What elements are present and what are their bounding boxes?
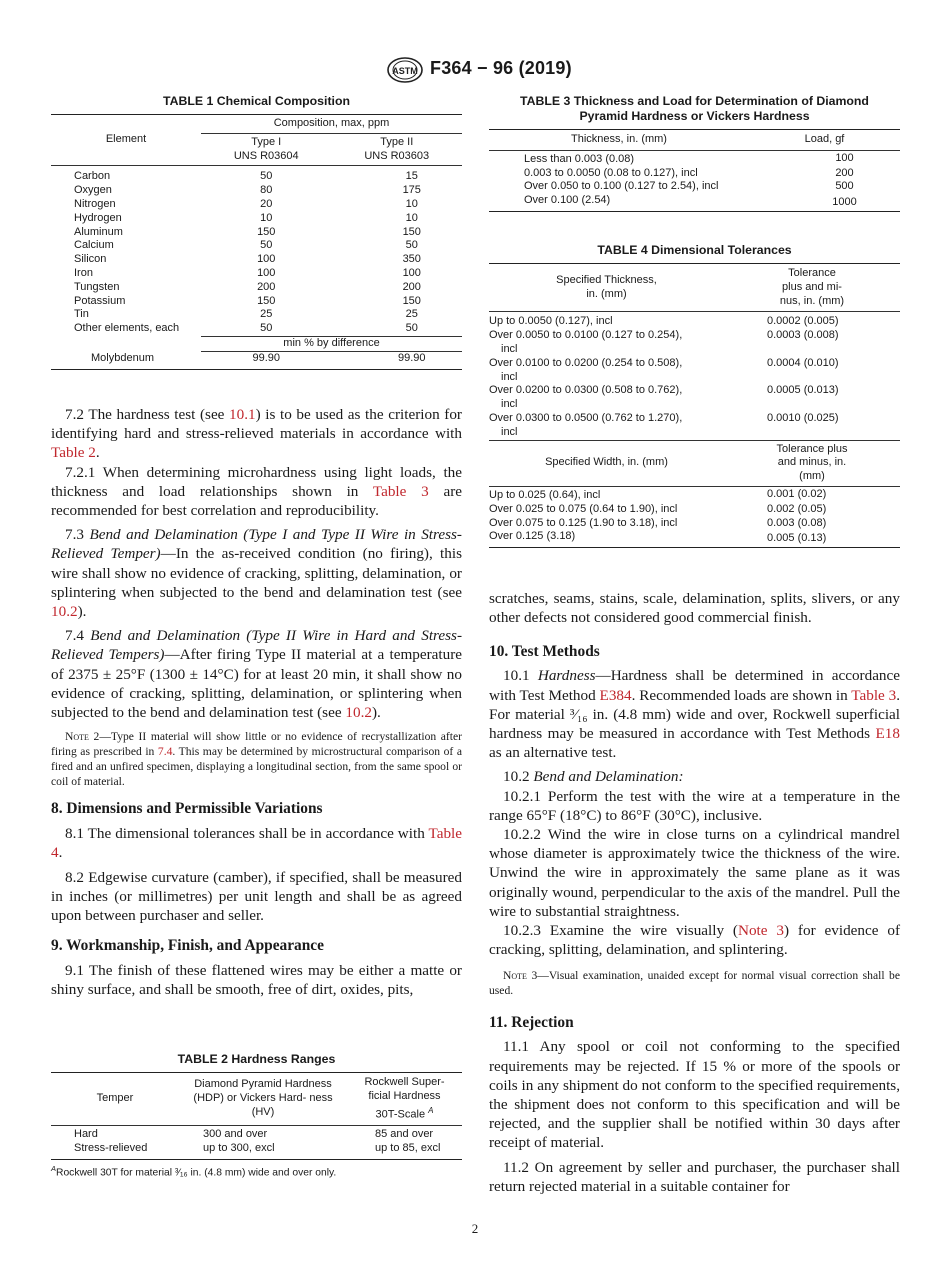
- link-10-2-b[interactable]: 10.2: [345, 704, 372, 722]
- paragraph-7-2: [51, 405, 462, 463]
- table-3-grid: [489, 129, 900, 212]
- link-10-1[interactable]: 10.1: [229, 406, 256, 423]
- table-4-header-width-tolerance: [724, 440, 900, 486]
- table-4-header-thickness-l1: Specified Thickness,: [556, 273, 657, 286]
- table-4-header-tol-l2: plus and mi-: [782, 280, 842, 293]
- table-4-header-tolerance: [724, 264, 900, 312]
- table-1-type1-label: Type I: [251, 135, 282, 148]
- left-column: [51, 405, 462, 1000]
- page-number: 2: [471, 1221, 479, 1236]
- table-4-thickness-line2: incl: [501, 342, 518, 355]
- table-2-dph: 300 and over: [203, 1128, 268, 1141]
- table-4-thickness: [489, 412, 724, 440]
- table-3-header-load: Load, gf: [804, 133, 845, 145]
- table-row: [489, 384, 900, 412]
- p74-text-a: —After firing Type II material at a temperature of 2375 ± 25°F (1300 ± 14°C) for at least 20 min, it shall show no evidence of cracking, splitting, delamination, or splintering when subjected to the bend and delamination test (see: [51, 646, 463, 722]
- table-row: [489, 329, 900, 357]
- note2-text-a: 2—Type II material will show little or no evidence of recrystallization after firing as prescribed in: [51, 730, 462, 759]
- table-1-moly-type1: 99.90: [252, 351, 281, 364]
- table-1-type1-value: 50: [260, 322, 273, 335]
- table-row: [489, 530, 900, 547]
- table-1-grid: [51, 114, 462, 370]
- table-4-header-wtol-l1: Tolerance plus: [776, 442, 848, 455]
- table-4-width: Over 0.075 to 0.125 (1.90 to 3.18), incl: [489, 516, 678, 529]
- table-1-type2-value: 10: [405, 211, 418, 224]
- table-row: [51, 1126, 462, 1142]
- section-8-heading: 8. Dimensions and Permissible Variations: [51, 800, 323, 818]
- paragraph-11-1: 11.1 Any spool or coil not conforming to the specified requirements may be rejected. If 15 % or more of the spools or coils in any shipment do not conform to the specified requirements, the shipment does not conform to this specification and will be rejected, and the supplier shall be notified within 30 days after receipt of material.: [489, 1038, 900, 1152]
- table-3-thickness: Over 0.100 (2.54): [524, 194, 611, 207]
- p101-title: Hardness: [537, 667, 596, 685]
- table-1-type2-value: 175: [402, 184, 421, 197]
- table-1-type1-value: 80: [260, 184, 273, 197]
- p721-text-b: are recommended for best correlation and reproducibility.: [51, 482, 462, 520]
- p1023-text-b: ) for evidence of cracking, splitting, delamination, and splintering.: [489, 922, 900, 959]
- table-4-tolerance: 0.0005 (0.013): [767, 384, 839, 397]
- table-row: [489, 194, 900, 211]
- table-row: [51, 281, 462, 295]
- table-4-caption: TABLE 4 Dimensional Tolerances: [597, 243, 792, 257]
- p72-text-c: .: [95, 444, 100, 462]
- paragraph-8-1: [51, 824, 462, 862]
- link-e384[interactable]: E384: [599, 686, 632, 704]
- table-4-thickness: [489, 312, 724, 329]
- note3-text: 3—Visual examination, unaided except for normal visual correction shall be used.: [489, 969, 900, 998]
- link-table-4[interactable]: Table 4: [51, 825, 462, 862]
- paragraph-7-2-1: [51, 463, 462, 521]
- table-4-width: Up to 0.025 (0.64), incl: [489, 488, 601, 501]
- table-4-thickness-line2: incl: [501, 398, 518, 411]
- table-1-element: Tin: [74, 308, 89, 321]
- table-1-element: Carbon: [74, 170, 111, 183]
- table-1-caption: TABLE 1 Chemical Composition: [163, 94, 350, 108]
- table-1-type1-value: 150: [257, 294, 276, 307]
- table-2-footnote-mark: A: [51, 1163, 57, 1173]
- table-4-tolerance: 0.0010 (0.025): [767, 411, 839, 424]
- link-table-3-b[interactable]: Table 3: [851, 686, 897, 704]
- table-1-type1-value: 50: [260, 239, 273, 252]
- table-4-header-width: Specified Width, in. (mm): [545, 456, 668, 469]
- note-2: [51, 729, 462, 789]
- table-row: [489, 412, 900, 440]
- table-4-header-wtol-l3: (mm): [799, 470, 825, 483]
- table-4-width: Over 0.125 (3.18): [489, 530, 576, 543]
- table-4-thickness: [489, 357, 724, 385]
- p81-text-a: 8.1 The dimensional tolerances shall be in accordance with: [65, 825, 429, 843]
- table-row: [489, 167, 900, 181]
- table-row: [51, 212, 462, 226]
- table-4-thickness-line2: incl: [501, 425, 518, 438]
- link-10-2-a[interactable]: 10.2: [51, 603, 78, 621]
- table-row: [51, 226, 462, 240]
- table-2-rockwell-label: Rockwell Super- ficial Hardness 30T-Scale: [364, 1076, 445, 1121]
- table-1-type1-value: 150: [257, 225, 276, 238]
- table-1-type2-value: 50: [405, 239, 418, 252]
- table-row: [51, 198, 462, 212]
- note2-text-b: . This may be determined by microstructural comparison of a fired and an unfired specimen, displaying a longitudinal section, from the same spool or coil of material.: [51, 745, 462, 789]
- table-1-min-label: min % by difference: [201, 336, 462, 351]
- astm-logo-icon: [385, 56, 425, 84]
- table-1-type1-value: 10: [260, 211, 273, 224]
- p74-title: Bend and Delamination (Type II Wire in Hard and Stress-Relieved Tempers): [51, 627, 463, 664]
- right-column: [489, 589, 900, 1196]
- table-4-width-tolerance: 0.003 (0.08): [767, 516, 827, 529]
- table-1-type2-value: 25: [405, 308, 418, 321]
- table-3-caption-line2: Pyramid Hardness or Vickers Hardness: [579, 109, 810, 123]
- paragraph-10-2-1: 10.2.1 Perform the test with the wire at a temperature in the range 65°F (18°C) to 86°F (30°C), inclusive.: [489, 787, 900, 824]
- p72-text-b: ) is to be used as the criterion for identifying hard and stress-relieved materials in accordance with: [51, 406, 462, 443]
- table-row: [51, 1142, 462, 1159]
- page-header: [0, 56, 950, 86]
- table-1-type1-value: 25: [260, 308, 273, 321]
- table-1-type1-uns: UNS R03604: [233, 149, 299, 162]
- p721-text-a: 7.2.1 When determining microhardness using light loads, the thickness and load relationships shown in: [51, 463, 462, 500]
- table-3-load: 500: [835, 180, 854, 193]
- p73-text-b: ).: [77, 603, 87, 621]
- table-2-temper: Hard: [74, 1128, 98, 1141]
- table-1-type2-value: 10: [405, 197, 418, 210]
- note3-label: Note: [503, 969, 527, 983]
- table-row: [489, 503, 900, 517]
- table-3-thickness: Over 0.050 to 0.100 (0.127 to 2.54), incl: [524, 180, 719, 193]
- table-2-rockwell: up to 85, excl: [375, 1141, 441, 1154]
- link-table-3[interactable]: Table 3: [372, 482, 429, 500]
- paragraph-9-1: 9.1 The finish of these flattened wires may be either a matte or shiny surface, and shall be smooth, free of dirt, oxides, pits,: [51, 962, 462, 999]
- p102-title: Bend and Delamination:: [533, 768, 684, 786]
- table-4-thickness: [489, 384, 724, 412]
- table-row: [489, 517, 900, 531]
- p74-text-b: ).: [371, 704, 381, 722]
- paragraph-7-3: [51, 525, 462, 621]
- table-1-element: Silicon: [74, 253, 107, 266]
- table-4-grid: [489, 263, 900, 548]
- table-1-element: Tungsten: [74, 280, 120, 293]
- table-1-type1-value: 200: [257, 280, 276, 293]
- table-2: [51, 1052, 462, 1178]
- table-3-thickness: Less than 0.003 (0.08): [524, 152, 635, 165]
- table-3-caption-line1: TABLE 3 Thickness and Load for Determination of Diamond: [520, 94, 869, 108]
- table-1-header-element: Element: [51, 115, 201, 166]
- table-4-header-tol-l1: Tolerance: [788, 267, 836, 279]
- table-row: [51, 295, 462, 309]
- table-2-header-temper: Temper: [96, 1092, 134, 1105]
- table-2-dph: up to 300, excl: [203, 1141, 275, 1154]
- p101-text-c: . For material ³⁄₁₆ in. (4.8 mm) wide and over, Rockwell superficial hardness may be measured in accordance with Test Methods: [489, 686, 900, 743]
- p101-text-b: . Recommended loads are shown in: [631, 686, 852, 704]
- table-1-type2-uns: UNS R03603: [364, 149, 430, 162]
- section-11-heading: 11. Rejection: [489, 1014, 574, 1032]
- table-1-type2-label: Type II: [380, 135, 414, 148]
- table-2-footnote: [51, 1164, 462, 1178]
- section-9-heading: 9. Workmanship, Finish, and Appearance: [51, 937, 324, 955]
- table-1-element: Nitrogen: [74, 197, 116, 210]
- svg-text:ASTM: ASTM: [392, 66, 418, 76]
- link-table-2[interactable]: Table 2: [51, 444, 96, 462]
- table-1-element: Hydrogen: [74, 211, 122, 224]
- table-1-type1-value: 20: [260, 197, 273, 210]
- table-2-header-rockwell: [347, 1073, 462, 1126]
- table-row: [51, 253, 462, 267]
- p81-text-b: .: [58, 844, 63, 862]
- table-1-type2-value: 150: [402, 225, 421, 238]
- paragraph-9-1-cont: scratches, seams, stains, scale, delamination, splits, slivers, or any other defects not considered good commercial finish.: [489, 590, 900, 627]
- p101-text-a: —Hardness shall be determined in accordance with Test Method: [489, 667, 901, 704]
- table-1-element: Iron: [74, 266, 93, 279]
- table-1-type2-value: 350: [402, 253, 421, 266]
- table-row: [489, 357, 900, 385]
- p101-text-d: as an alternative test.: [489, 744, 617, 762]
- table-1-type1-value: 50: [260, 170, 273, 183]
- table-1-type2-value: 15: [405, 170, 418, 183]
- table-row: [51, 322, 462, 336]
- table-2-header-dph: Diamond Pyramid Hardness (HDP) or Vickers Hard- ness (HV): [193, 1078, 333, 1118]
- table-1-moly-type2: 99.90: [397, 351, 426, 364]
- table-4-tolerance: 0.0002 (0.005): [767, 315, 839, 328]
- table-4-thickness-line2: incl: [501, 370, 518, 383]
- table-4-width-tolerance: 0.002 (0.05): [767, 502, 827, 515]
- link-7-4[interactable]: 7.4: [157, 745, 173, 759]
- p73-num: 7.3: [65, 526, 90, 544]
- table-row: [489, 312, 900, 329]
- table-1-type2-value: 50: [405, 322, 418, 335]
- paragraph-7-4: [51, 626, 462, 722]
- table-4-width-tolerance: 0.005 (0.13): [767, 531, 827, 544]
- paragraph-10-2: [489, 767, 900, 786]
- table-row: [489, 150, 900, 166]
- table-4: [489, 243, 900, 548]
- table-row: [51, 184, 462, 198]
- table-2-footnote-text: Rockwell 30T for material ³⁄₁₆ in. (4.8 mm) wide and over only.: [56, 1167, 337, 1179]
- table-4-width: Over 0.025 to 0.075 (0.64 to 1.90), incl: [489, 502, 678, 515]
- table-row: [51, 308, 462, 322]
- note-3: [489, 968, 900, 998]
- table-1-element: Calcium: [74, 239, 114, 252]
- table-3: [489, 94, 900, 212]
- link-note-3[interactable]: Note 3: [738, 922, 784, 940]
- table-4-tolerance: 0.0003 (0.008): [767, 329, 839, 342]
- p73-title: Bend and Delamination (Type I and Type II Wire in Stress-Relieved Temper): [51, 526, 462, 563]
- table-2-rockwell-sup: A: [428, 1105, 434, 1115]
- p73-text-a: —In the as-received condition (no firing), this wire shall show no evidence of cracking, splitting, delamination, or splintering when subjected to the bend and delamination test (see: [51, 545, 462, 601]
- paragraph-10-2-2: 10.2.2 Wind the wire in close turns on a cylindrical mandrel whose diameter is approximately twice the thickness of the wire. Unwind the wire in approximately the same plane as it was originally wound, perpendicular to the axis of the mandrel. Pull the wire to substantial straightness.: [489, 826, 900, 920]
- p101-num: 10.1: [503, 667, 538, 685]
- table-2-grid: [51, 1072, 462, 1160]
- p74-num: 7.4: [65, 627, 91, 645]
- table-row: [51, 267, 462, 281]
- p72-text-a: 7.2 The hardness test (see: [65, 406, 230, 423]
- table-3-thickness: 0.003 to 0.0050 (0.08 to 0.127), incl: [524, 166, 698, 179]
- table-1-element: Oxygen: [74, 184, 112, 197]
- table-1-element: Other elements, each: [74, 322, 180, 335]
- paragraph-10-1: [489, 666, 900, 762]
- table-4-thickness-line1: Over 0.0050 to 0.0100 (0.127 to 0.254),: [489, 329, 683, 342]
- table-2-caption: TABLE 2 Hardness Ranges: [177, 1052, 336, 1066]
- table-1-header-type2: [332, 133, 463, 166]
- table-row: [489, 486, 900, 502]
- table-3-header-thickness: Thickness, in. (mm): [571, 133, 667, 145]
- table-4-tolerance: 0.0004 (0.010): [767, 356, 839, 369]
- p102-num: 10.2: [503, 768, 534, 786]
- paragraph-10-2-3: [489, 921, 900, 959]
- table-1-header-group: Composition, max, ppm: [201, 115, 462, 134]
- table-3-load: 200: [835, 166, 854, 179]
- table-1-type1-value: 100: [257, 266, 276, 279]
- document-title: F364 − 96 (2019): [430, 58, 572, 78]
- note2-label: Note: [65, 730, 89, 744]
- table-2-temper: Stress-relieved: [74, 1141, 148, 1154]
- table-1-type2-value: 150: [402, 294, 421, 307]
- table-4-thickness-line1: Over 0.0200 to 0.0300 (0.508 to 0.762),: [489, 384, 683, 397]
- table-1-type1-value: 100: [257, 253, 276, 266]
- table-1-element: Aluminum: [74, 225, 123, 238]
- table-4-header-thickness-l2: in. (mm): [586, 287, 627, 300]
- table-row: [51, 170, 462, 184]
- table-1-type2-value: 200: [402, 280, 421, 293]
- table-3-load: 1000: [832, 195, 857, 208]
- link-e18[interactable]: E18: [875, 725, 900, 743]
- paragraph-8-2: 8.2 Edgewise curvature (camber), if specified, shall be measured in inches (or millimetres) per unit length and shall be as agreed upon between purchaser and seller.: [51, 868, 462, 925]
- table-4-thickness: [489, 329, 724, 357]
- table-1-element: Potassium: [74, 294, 126, 307]
- table-4-thickness-line1: Up to 0.0050 (0.127), incl: [489, 315, 613, 328]
- table-1: [51, 94, 462, 370]
- table-row: [489, 180, 900, 194]
- table-3-load: 100: [835, 151, 854, 164]
- table-4-header-thickness: [489, 264, 724, 312]
- table-1-type2-value: 100: [402, 266, 421, 279]
- table-1-moly-element: Molybdenum: [91, 351, 154, 364]
- table-row: [51, 239, 462, 253]
- table-4-thickness-line1: Over 0.0100 to 0.0200 (0.254 to 0.508),: [489, 356, 683, 369]
- p1023-text-a: 10.2.3 Examine the wire visually (: [503, 922, 738, 940]
- table-4-header-tol-l3: nus, in. (mm): [779, 294, 845, 307]
- table-2-rockwell: 85 and over: [375, 1128, 434, 1141]
- table-4-width-tolerance: 0.001 (0.02): [767, 487, 827, 500]
- table-4-thickness-line1: Over 0.0300 to 0.0500 (0.762 to 1.270),: [489, 411, 683, 424]
- section-10-heading: 10. Test Methods: [489, 643, 600, 661]
- table-4-header-wtol-l2: and minus, in.: [777, 456, 847, 469]
- paragraph-11-2: 11.2 On agreement by seller and purchaser, the purchaser shall return rejected material in a suitable container for: [489, 1158, 900, 1195]
- table-1-header-type1: [201, 133, 332, 166]
